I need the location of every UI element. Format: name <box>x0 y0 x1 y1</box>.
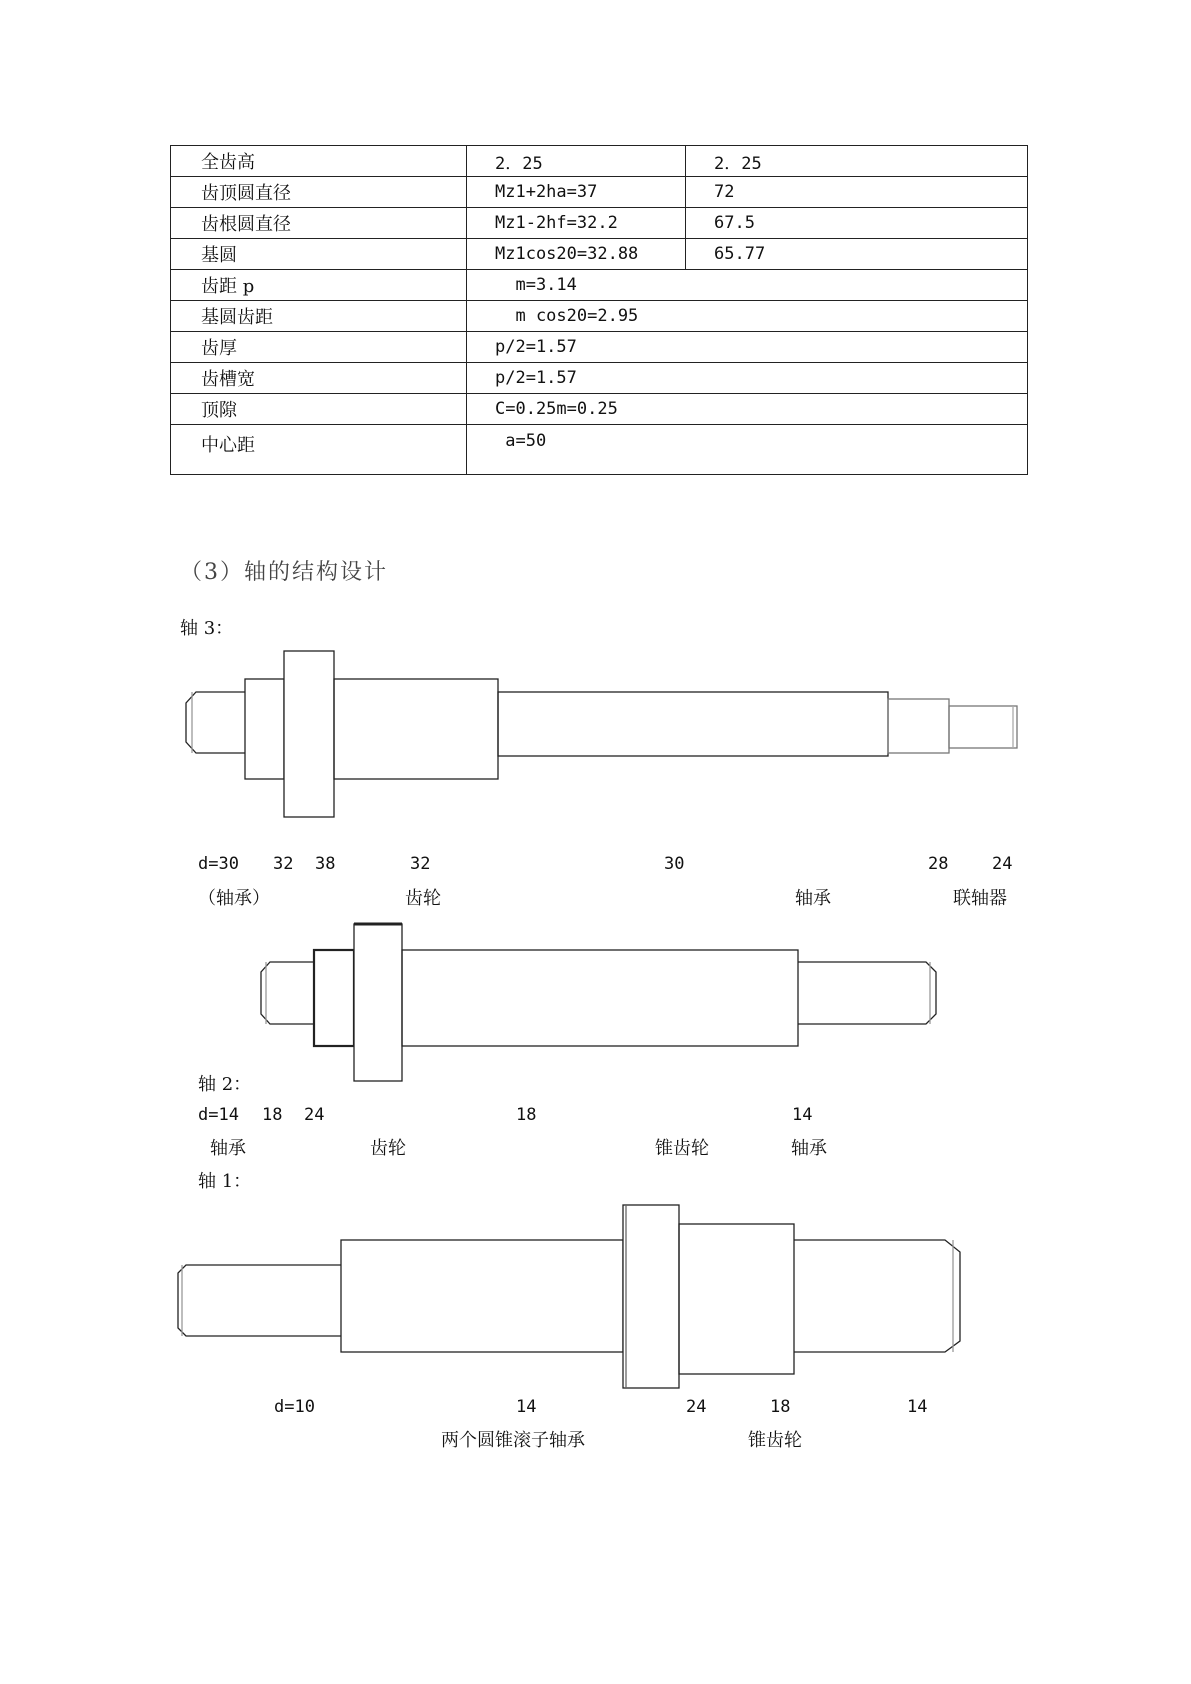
param-name: 齿顶圆直径 <box>171 177 467 208</box>
shaft3-drawing <box>186 651 1017 817</box>
shaft3-part: 齿轮 <box>405 888 441 909</box>
shaft2-dim: 24 <box>304 1105 325 1125</box>
param-name: 齿距 p <box>171 270 467 301</box>
param-value: m cos20=2.95 <box>467 301 1028 332</box>
param-value: a=50 <box>467 425 1028 475</box>
shaft1-dim: 24 <box>686 1397 707 1417</box>
shaft1-dim: 14 <box>907 1397 928 1417</box>
shaft1-dim: 14 <box>516 1397 537 1417</box>
shaft2-drawing <box>261 924 936 1081</box>
shaft1-dim: d=10 <box>274 1397 315 1417</box>
param-name: 中心距 <box>171 425 467 475</box>
shaft2-dim: 18 <box>262 1105 283 1125</box>
param-value-gear2: 2．25 <box>686 146 1028 177</box>
param-value-gear1: Mz1cos20=32.88 <box>467 239 686 270</box>
shaft3-dim: d=30 <box>198 854 239 874</box>
param-value-gear1: 2．25 <box>467 146 686 177</box>
param-value-gear2: 67.5 <box>686 208 1028 239</box>
section-heading: （3）轴的结构设计 <box>180 560 388 585</box>
param-value: m=3.14 <box>467 270 1028 301</box>
shaft2-part: 锥齿轮 <box>655 1138 709 1159</box>
shaft3-part: 轴承 <box>795 888 831 909</box>
param-value: C=0.25m=0.25 <box>467 394 1028 425</box>
shaft3-dim: 32 <box>273 854 294 874</box>
param-name: 齿根圆直径 <box>171 208 467 239</box>
shaft2-part: 轴承 <box>791 1138 827 1159</box>
shaft3-dim: 32 <box>410 854 431 874</box>
shaft3-dim: 38 <box>315 854 336 874</box>
param-name: 齿厚 <box>171 332 467 363</box>
shaft1-drawing <box>178 1205 960 1388</box>
param-name: 齿槽宽 <box>171 363 467 394</box>
shaft1-part: 锥齿轮 <box>748 1430 802 1451</box>
shaft3-part: 联轴器 <box>953 888 1007 909</box>
shaft3-part: （轴承） <box>198 888 270 909</box>
shaft1-title: 轴 1： <box>198 1171 252 1192</box>
param-value: p/2=1.57 <box>467 363 1028 394</box>
param-value-gear1: Mz1+2ha=37 <box>467 177 686 208</box>
param-value: p/2=1.57 <box>467 332 1028 363</box>
param-value-gear2: 72 <box>686 177 1028 208</box>
shaft2-dim: d=14 <box>198 1105 239 1125</box>
param-value-gear1: Mz1-2hf=32.2 <box>467 208 686 239</box>
shaft2-dim: 18 <box>516 1105 537 1125</box>
shaft3-dim: 30 <box>664 854 685 874</box>
shaft2-part: 齿轮 <box>370 1138 406 1159</box>
shaft1-part: 两个圆锥滚子轴承 <box>441 1430 585 1451</box>
shaft3-title: 轴 3： <box>180 618 234 639</box>
shaft3-dim: 24 <box>992 854 1013 874</box>
param-name: 基圆 <box>171 239 467 270</box>
shaft2-part: 轴承 <box>210 1138 246 1159</box>
shaft1-dim: 18 <box>770 1397 791 1417</box>
shaft2-dim: 14 <box>792 1105 813 1125</box>
param-name: 基圆齿距 <box>171 301 467 332</box>
param-value-gear2: 65.77 <box>686 239 1028 270</box>
param-name: 全齿高 <box>171 146 467 177</box>
param-name: 顶隙 <box>171 394 467 425</box>
shaft2-title: 轴 2： <box>198 1074 252 1095</box>
shaft3-dim: 28 <box>928 854 949 874</box>
